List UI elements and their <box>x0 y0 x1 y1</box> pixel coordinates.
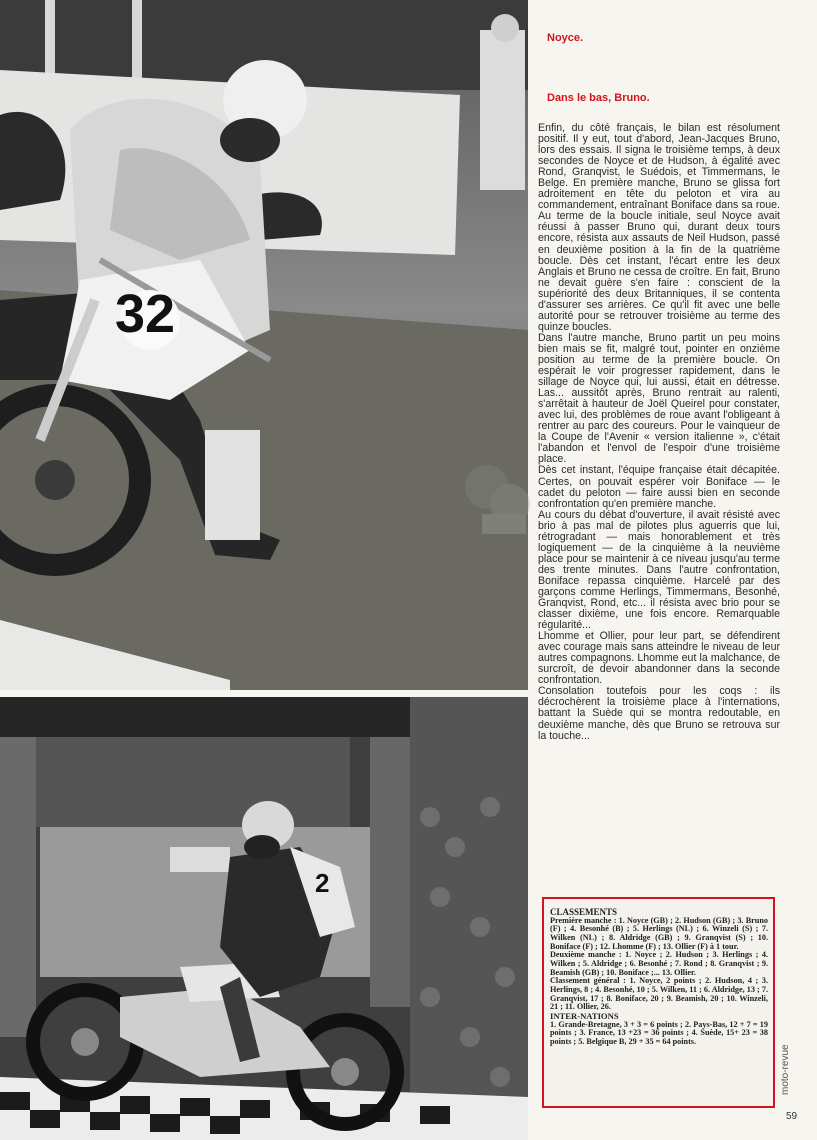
photo-rider-bruno-image <box>0 697 528 1140</box>
photo-rider-noyce-image <box>0 0 528 690</box>
results-overall: Classement général : 1. Noyce, 2 points ; 2. Hudson, 4 ; 3. Herlings, 8 ; 4. Besonhé, 10 ; 5. Wilken, 11 ; 6. Aldridge, 13 ; 7. Granqvist, 17 ; 8. Boniface, 20 ; 9. Beamish, 20 ; 10. Winzeli, 21 ; 11. Ollier, 26. <box>550 976 768 1012</box>
article-paragraph: Lhomme et Ollier, pour leur part, se défendirent avec courage mais sans atteindre le niveau de leur autres compagnons. Lhomme eut la malchance, de surcroît, de devoir abandonner dans la seconde confrontation. <box>538 630 780 687</box>
internations-results: 1. Grande-Bretagne, 3 + 3 = 6 points ; 2. Pays-Bas, 12 + 7 = 19 points ; 3. France, 13 +23 = 36 points ; 4. Suède, 15+ 23 = 38 points ; 5. Belgique B, 29 + 35 = 64 points. <box>550 1019 768 1046</box>
results-first-heat: Première manche : 1. Noyce (GB) ; 2. Hudson (GB) ; 3. Bruno (F) ; 4. Besonhé (B) ; 5. Herlings (NL) ; 6. Winzeli (S) ; 7. Wilken (NL) ; 8. Aldridge (GB) ; 9. Granqvist (S) ; 10. Boniface (F) ; 12. Lhomme (F) ; 13. Ollier (F) à 1 tour. <box>550 915 768 951</box>
internations-heading: INTER-NATIONS <box>550 1010 619 1021</box>
caption-bruno: Dans le bas, Bruno. <box>547 92 650 104</box>
article-paragraph: Dès cet instant, l'équipe française était décapitée. Certes, on pouvait espérer voir Boniface — le cadet du peloton — faire aussi bien en seconde confrontation qu'en première manche. <box>538 464 780 510</box>
bib-number-top: 32 <box>115 284 176 344</box>
bib-number-bottom: 2 <box>315 868 330 898</box>
results-box <box>542 897 775 1108</box>
article-body <box>538 123 780 742</box>
caption-noyce: Noyce. <box>547 32 584 44</box>
results-second-heat: Deuxième manche : 1. Noyce ; 2. Hudson ; 3. Herlings ; 4. Wilken ; 5. Aldridge ; 6. Besonhé ; 7. Rond ; 8. Granqvist ; 9. Beamish (GB) ; 10. Boniface ;... 13. Ollier. <box>550 950 768 977</box>
article-paragraph: Dans l'autre manche, Bruno partit un peu moins bien mais se fit, malgré tout, pointer en onzième position au terme de la première boucle. On espérait le voir progresser rapidement, dans le sillage de Noyce qui, lui aussi, était en détresse. Las... aussitôt après, Bruno rentrait au ralenti, s'arrêtait à hauteur de Joël Queirel pour constater, avec lui, des problèmes de roue avant l'obligeant à rentrer au parc des coureurs. Pour le vainqueur de la Coupe de l'Avenir « version italienne », c'était l'abandon et l'envol de l'espoir d'une troisième place. <box>538 331 780 466</box>
magazine-name: moto-revue <box>780 1044 791 1095</box>
page-number: 59 <box>786 1111 798 1122</box>
article-paragraph: Enfin, du côté français, le bilan est résolument positif. Il y eut, tout d'abord, Jean-Jacques Bruno, lors des essais. Il signa le troisième temps, à deux secondes de Noyce et de Hudson, à égalité avec Rond, Granqvist, le Suédois, et Timmermans, le Belge. En première manche, Bruno se glissa fort adroitement en tête du peloton et vira au commandement, entraînant Boniface dans sa roue. Au terme de la boucle initiale, seul Noyce avait réussi à passer Bruno qui, durant deux tours encore, résista aux assauts de Neil Hudson, passé en deuxième position à la fin de la quatrième boucle. Dès cet instant, l'écart entre les deux Anglais et Bruno ne cessa de croître. En fait, Bruno ne devait guère s'en faire : conscient de la supériorité des deux Britanniques, il se contenta d'assurer ses arrières. Ce qu'il fit avec une belle autorité pour se retrouver troisième au terme des quinze boucles. <box>538 122 780 333</box>
watermark-logo-icon <box>462 462 532 540</box>
photo-rider-noyce <box>0 0 528 690</box>
results-heading: CLASSEMENTS <box>550 907 618 917</box>
article-paragraph: Au cours du débat d'ouverture, il avait résisté avec brio à pas mal de pilotes plus aguerris que lui, rétrogradant — mais honorablement et très logiquement — de la cinquième à la neuvième place pour se maintenir à ce niveau jusqu'au terme des trente minutes. Dans l'autre confrontation, Boniface repassa cinquième. Harcelé par des garçons comme Herlings, Timmermans, Besonhé, Granqvist, Rond, etc... il résista avec brio pour se classer dixième, une fois encore. Remarquable régularité... <box>538 508 780 632</box>
article-paragraph: Consolation toutefois pour les coqs : ils décrochèrent la troisième place à l'internations, battant la Suède qui se montra redoutable, en deuxième manche, dès que Bruno se retrouva sur la touche... <box>538 685 780 742</box>
photo-rider-bruno <box>0 697 528 1140</box>
